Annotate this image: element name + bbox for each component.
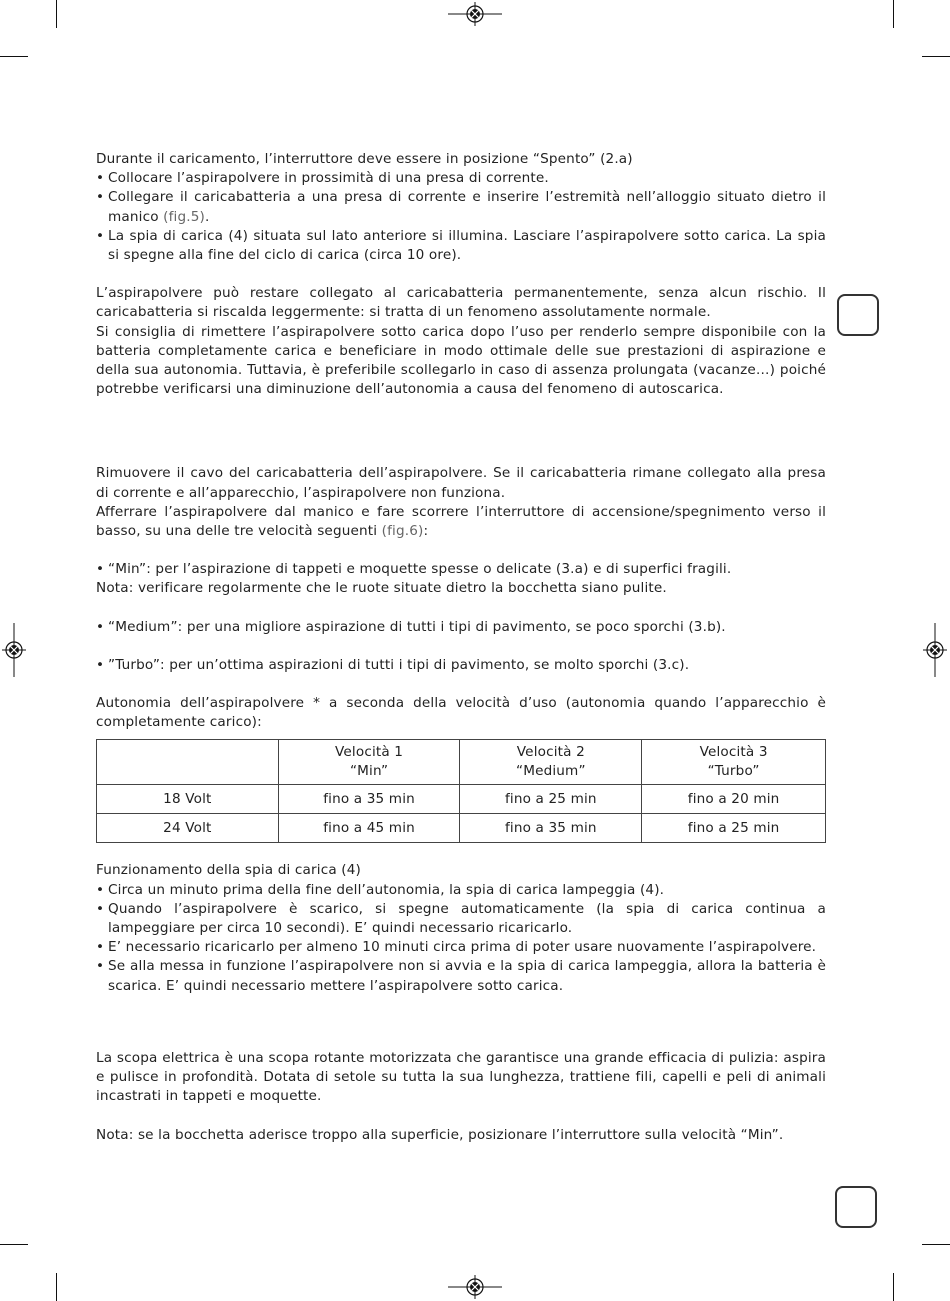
table-cell: fino a 35 min (460, 814, 642, 843)
speed-turbo-list (96, 656, 826, 675)
registration-mark-icon (923, 623, 947, 677)
table-cell: fino a 25 min (642, 814, 826, 843)
header-label: Velocità 3 (699, 744, 768, 761)
speed-min-list (96, 560, 826, 579)
table-cell: 18 Volt (97, 785, 279, 814)
header-sublabel: “Min” (349, 763, 389, 780)
usage-instructions (96, 503, 826, 541)
list-item: • Circa un minuto prima della fine dell’autonomia, la spia di carica lampeggia (4). (96, 881, 826, 900)
list-item (96, 188, 826, 226)
crop-mark (0, 56, 28, 57)
column-header (278, 740, 460, 785)
indicator-list (96, 881, 826, 996)
list-item-text: Collegare il caricabatteria a una presa di corrente e inserire l’estremità nell’alloggio situato dietro il manico (108, 189, 826, 225)
punctuation: . (204, 208, 210, 225)
column-header (642, 740, 826, 785)
side-tab-box (837, 294, 879, 336)
list-item: • Collocare l’aspirapolvere in prossimità di una presa di corrente. (96, 169, 826, 188)
list-item: • E’ necessario ricaricarlo per almeno 10 minuti circa prima di poter usare nuovamente l’aspirapolvere. (96, 938, 826, 957)
autonomy-table (96, 739, 826, 843)
header-sublabel: “Medium” (516, 763, 586, 780)
nozzle-note: Nota: se la bocchetta aderisce troppo alla superficie, posizionare l’interruttore sulla velocità “Min”. (96, 1126, 784, 1143)
charger-paragraph: L’aspirapolvere può restare collegato al caricabatteria permanentemente, senza alcun rischio. Il caricabatteria si riscalda leggermente: si tratta di un fenomeno assolutamente normale. (96, 285, 826, 321)
crop-mark (922, 1244, 950, 1245)
table-row (97, 814, 826, 843)
figure-reference: (fig.6) (381, 523, 424, 540)
column-header (460, 740, 642, 785)
table-cell: fino a 35 min (278, 785, 460, 814)
header-label: Velocità 2 (516, 744, 585, 761)
usage-paragraph: Rimuovere il cavo del caricabatteria dell’aspirapolvere. Se il caricabatteria rimane collegato alla presa di corrente e all’apparecchio, l’aspirapolvere non funziona. (96, 465, 826, 501)
punctuation: : (423, 523, 429, 540)
broom-description: La scopa elettrica è una scopa rotante motorizzata che garantisce una grande efficacia di pulizia: aspira e pulisce in profondità. Dotata di setole su tutta la sua lunghezza, trattiene fili, capelli e peli di animali incastrati in tappeti e moquette. (96, 1049, 826, 1105)
table-corner-cell (97, 740, 279, 785)
list-item: • Quando l’aspirapolvere è scarico, si spegne automaticamente (la spia di carica continua a lampeggiare per circa 10 secondi). E’ quindi necessario ricaricarlo. (96, 900, 826, 938)
speed-medium-item: • “Medium”: per una migliore aspirazione di tutti i tipi di pavimento, se poco sporchi (3.b). (96, 618, 826, 637)
table-row (97, 785, 826, 814)
side-tab-box (835, 1186, 877, 1228)
charging-intro: Durante il caricamento, l’interruttore deve essere in posizione “Spento” (2.a) (96, 151, 633, 167)
crop-mark (56, 0, 57, 28)
list-item: • La spia di carica (4) situata sul lato anteriore si illumina. Lasciare l’aspirapolvere sotto carica. La spia si spegne alla fine del ciclo di carica (circa 10 ore). (96, 227, 826, 265)
table-header-row (97, 740, 826, 785)
charging-steps (96, 169, 826, 265)
table-cell: 24 Volt (97, 814, 279, 843)
crop-mark (56, 1273, 57, 1301)
crop-mark (0, 1244, 28, 1245)
registration-mark-icon (448, 2, 502, 26)
crop-mark (893, 0, 894, 28)
wheel-note: Nota: verificare regolarmente che le ruote situate dietro la bocchetta siano pulite. (96, 580, 667, 597)
header-label: Velocità 1 (335, 744, 404, 761)
registration-mark-icon (448, 1275, 502, 1299)
speed-min-item: • “Min”: per l’aspirazione di tappeti e moquette spesse o delicate (3.a) e di superfici fragili. (96, 560, 826, 579)
crop-mark (922, 56, 950, 57)
figure-reference: (fig.5) (163, 208, 205, 225)
speed-medium-list (96, 618, 826, 637)
table-cell: fino a 20 min (642, 785, 826, 814)
registration-mark-icon (2, 623, 26, 677)
table-cell: fino a 25 min (460, 785, 642, 814)
table-cell: fino a 45 min (278, 814, 460, 843)
recharge-advice-paragraph: Si consiglia di rimettere l’aspirapolvere sotto carica dopo l’uso per renderlo sempre disponibile con la batteria completamente carica e beneficiare in modo ottimale delle sue prestazioni di aspirazione e della sua autonomia. Tuttavia, è preferibile scollegarlo in caso di assenza prolungata (vacanze…) poiché potrebbe verificarsi una diminuzione dell’autonomia a causa del fenomeno di autoscarica. (96, 323, 826, 398)
crop-mark (893, 1273, 894, 1301)
header-sublabel: “Turbo” (707, 763, 760, 780)
list-item: • Se alla messa in funzione l’aspirapolvere non si avvia e la spia di carica lampeggia, allora la batteria è scarica. E’ quindi necessario mettere l’aspirapolvere sotto carica. (96, 957, 826, 995)
usage-text: Afferrare l’aspirapolvere dal manico e fare scorrere l’interruttore di accensione/spegnimento verso il basso, su una delle tre velocità seguenti (96, 503, 826, 540)
autonomy-intro: Autonomia dell’aspirapolvere * a seconda della velocità d’uso (autonomia quando l’apparecchio è completamente carico): (96, 695, 826, 731)
indicator-title: Funzionamento della spia di carica (4) (96, 862, 361, 879)
page-content (96, 150, 826, 1145)
speed-turbo-item: • ”Turbo”: per un’ottima aspirazioni di tutti i tipi di pavimento, se molto sporchi (3.c). (96, 656, 826, 675)
